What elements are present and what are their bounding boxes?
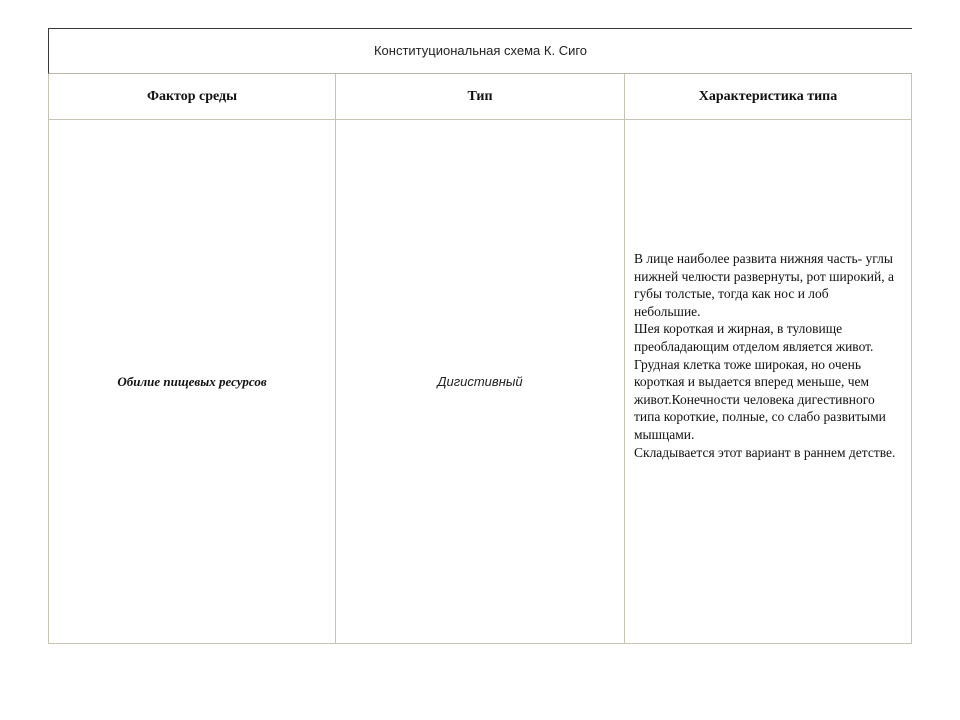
characteristic-paragraph-face: В лице наиболее развита нижняя часть- углы нижней челюсти развернуты, рот широкий, а губы толстые, тогда как нос и лоб небольшие. xyxy=(634,251,894,319)
table-row-type-cell xyxy=(336,120,625,644)
characteristic-paragraph-body: Шея короткая и жирная, в туловище преобладающим отделом является живот. Грудная клетка тоже широкая, но очень короткая и выдается вперед меньше, чем живот.Конечности человека дигестивного типа короткие, полные, со слабо развитыми мышцами. xyxy=(634,321,886,442)
table-title xyxy=(48,28,912,74)
characteristic-paragraph-origin: Складывается этот вариант в раннем детстве. xyxy=(634,444,896,460)
factor-value: Обилие пищевых ресурсов xyxy=(117,373,267,389)
header-type xyxy=(336,74,625,120)
table-row-factor-cell xyxy=(48,120,336,644)
table-grid xyxy=(48,74,912,644)
header-type-label: Тип xyxy=(467,88,493,104)
table-title-text: Конституциональная схема К. Сиго xyxy=(373,42,588,58)
type-value: Дигистивный xyxy=(437,374,523,389)
characteristic-text xyxy=(634,250,898,461)
header-factor-label: Фактор среды xyxy=(146,88,238,104)
table-row-characteristic-cell xyxy=(625,120,912,644)
constitution-table xyxy=(48,28,912,644)
header-characteristic xyxy=(625,74,912,120)
header-characteristic-label: Характеристика типа xyxy=(698,88,838,104)
header-factor xyxy=(48,74,336,120)
